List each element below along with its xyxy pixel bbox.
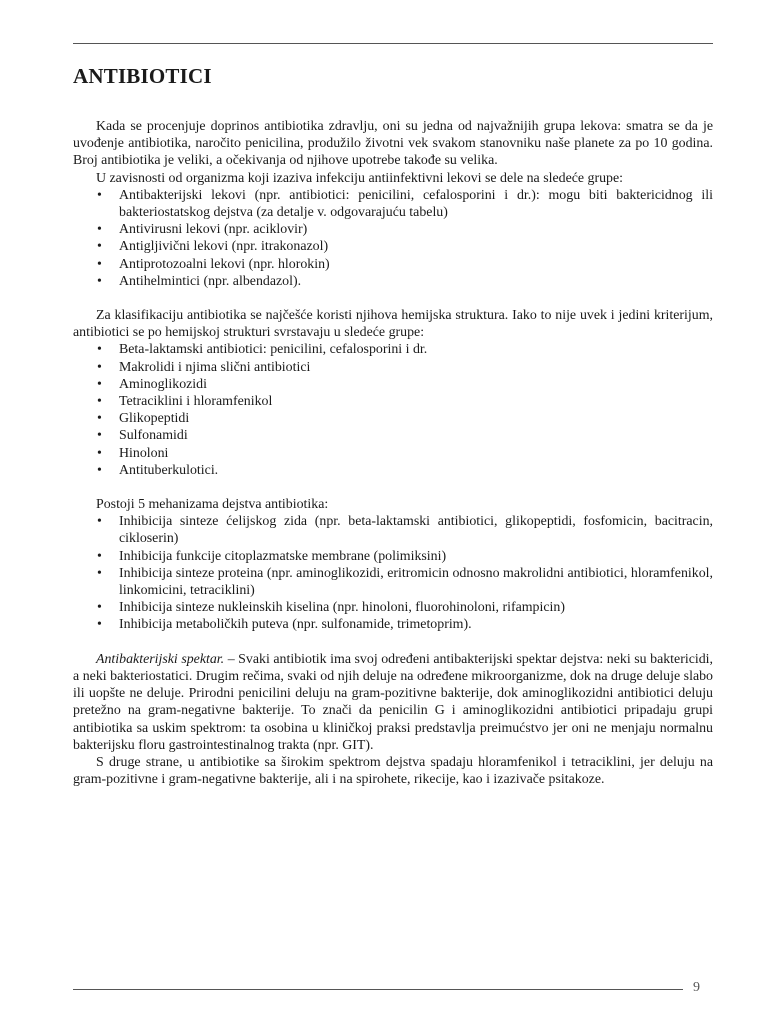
list-item: • Tetraciklini i hloramfenikol [73, 393, 713, 410]
page-title: ANTIBIOTICI [73, 64, 212, 88]
list-item: • Antigljivični lekovi (npr. itrakonazol) [73, 238, 713, 255]
mechanisms-list [73, 513, 713, 633]
list-item: • Inhibicija sinteze proteina (npr. aminoglikozidi, eritromicin odnosno makrolidni antibiotici, hloramfenikol, linkomicini, tetraciklini) [73, 565, 713, 599]
list-item: • Antituberkulotici. [73, 462, 713, 479]
list-item: • Antibakterijski lekovi (npr. antibiotici: penicilini, cefalosporini i dr.): mogu biti baktericidnog ili bakteriostatskog dejstva (za detalje v. odgovarajuću tabelu) [73, 187, 713, 221]
spectrum-paragraph [73, 651, 713, 754]
header-rule [73, 43, 713, 44]
broad-spectrum-paragraph: S druge strane, u antibiotike sa širokim spektrom dejstva spadaju hloramfenikol i tetraciklini, jer deluju na gram-pozitivne i gram-negativne bakterije, ali i na spirohete, rikecije, kao i izazivače psitakoze. [73, 754, 713, 788]
list-item: • Hinoloni [73, 445, 713, 462]
list-item: • Sulfonamidi [73, 427, 713, 444]
list-item: • Inhibicija sinteze nukleinskih kiselina (npr. hinoloni, fluorohinoloni, rifampicin) [73, 599, 713, 616]
list-item: • Antihelmintici (npr. albendazol). [73, 273, 713, 290]
list-item: • Inhibicija funkcije citoplazmatske membrane (polimiksini) [73, 548, 713, 565]
chemical-groups-list [73, 341, 713, 479]
list-item: • Makrolidi i njima slični antibiotici [73, 359, 713, 376]
list-item: • Inhibicija metaboličkih puteva (npr. sulfonamide, trimetoprim). [73, 616, 713, 633]
page-number: 9 [693, 980, 700, 995]
chemical-classification-intro: Za klasifikaciju antibiotika se najčešće koristi njihova hemijska struktura. Iako to nije uvek i jedini kriterijum, antibiotici se po hemijskoj strukturi svrstavaju u sledeće grupe: [73, 308, 713, 341]
list-item: • Aminoglikozidi [73, 376, 713, 393]
footer-rule [73, 989, 683, 990]
list-item: • Antiprotozoalni lekovi (npr. hlorokin) [73, 256, 713, 273]
document-body [73, 118, 713, 788]
list-item: • Glikopeptidi [73, 410, 713, 427]
spectrum-heading: Antibakterijski spektar. [96, 651, 225, 667]
intro-paragraph: Kada se procenjuje doprinos antibiotika zdravlju, oni su jedna od najvažnijih grupa lekova: smatra se da je uvođenje antibiotika, naročito penicilina, produžilo životni vek svakom stanovniku naše planete za po 10 godina. Broj antibiotika je veliki, a očekivanja od njihove upotrebe takođe su velika. [73, 119, 713, 169]
list-item: • Beta-laktamski antibiotici: penicilini, cefalosporini i dr. [73, 341, 713, 358]
list-item: • Inhibicija sinteze ćelijskog zida (npr. beta-laktamski antibiotici, glikopeptidi, fosfomicin, bacitracin, cikloserin) [73, 513, 713, 547]
list-item: • Antivirusni lekovi (npr. aciklovir) [73, 221, 713, 238]
infection-groups-intro: U zavisnosti od organizma koji izaziva infekciju antiinfektivni lekovi se dele na sledeće grupe: [96, 170, 624, 186]
mechanisms-intro: Postoji 5 mehanizama dejstva antibiotika: [96, 497, 329, 513]
spectrum-text: – Svaki antibiotik ima svoj određeni antibakterijski spektar dejstva: neki su baktericidi, a neki bakteriostatici. Drugim rečima, svaki od njih deluje na određene mikroorganizme, dok na druge deluje slabo ili uopšte ne deluje. Prirodni penicilini deluju na gram-pozitivne bakterije, dok aminoglikozidni antibiotici deluju pretežno na gram-negativne bakterije. To znači da penicilin G i aminoglikozidni antibiotici pripadaju grupi antibiotika sa uskim spektrom: ta osobina u kliničkoj praksi predstavlja preimućstvo jer oni ne menjaju normalnu bakterijsku floru gastrointestinalnog trakta (npr. GIT). [73, 651, 713, 753]
infection-groups-list [73, 187, 713, 290]
